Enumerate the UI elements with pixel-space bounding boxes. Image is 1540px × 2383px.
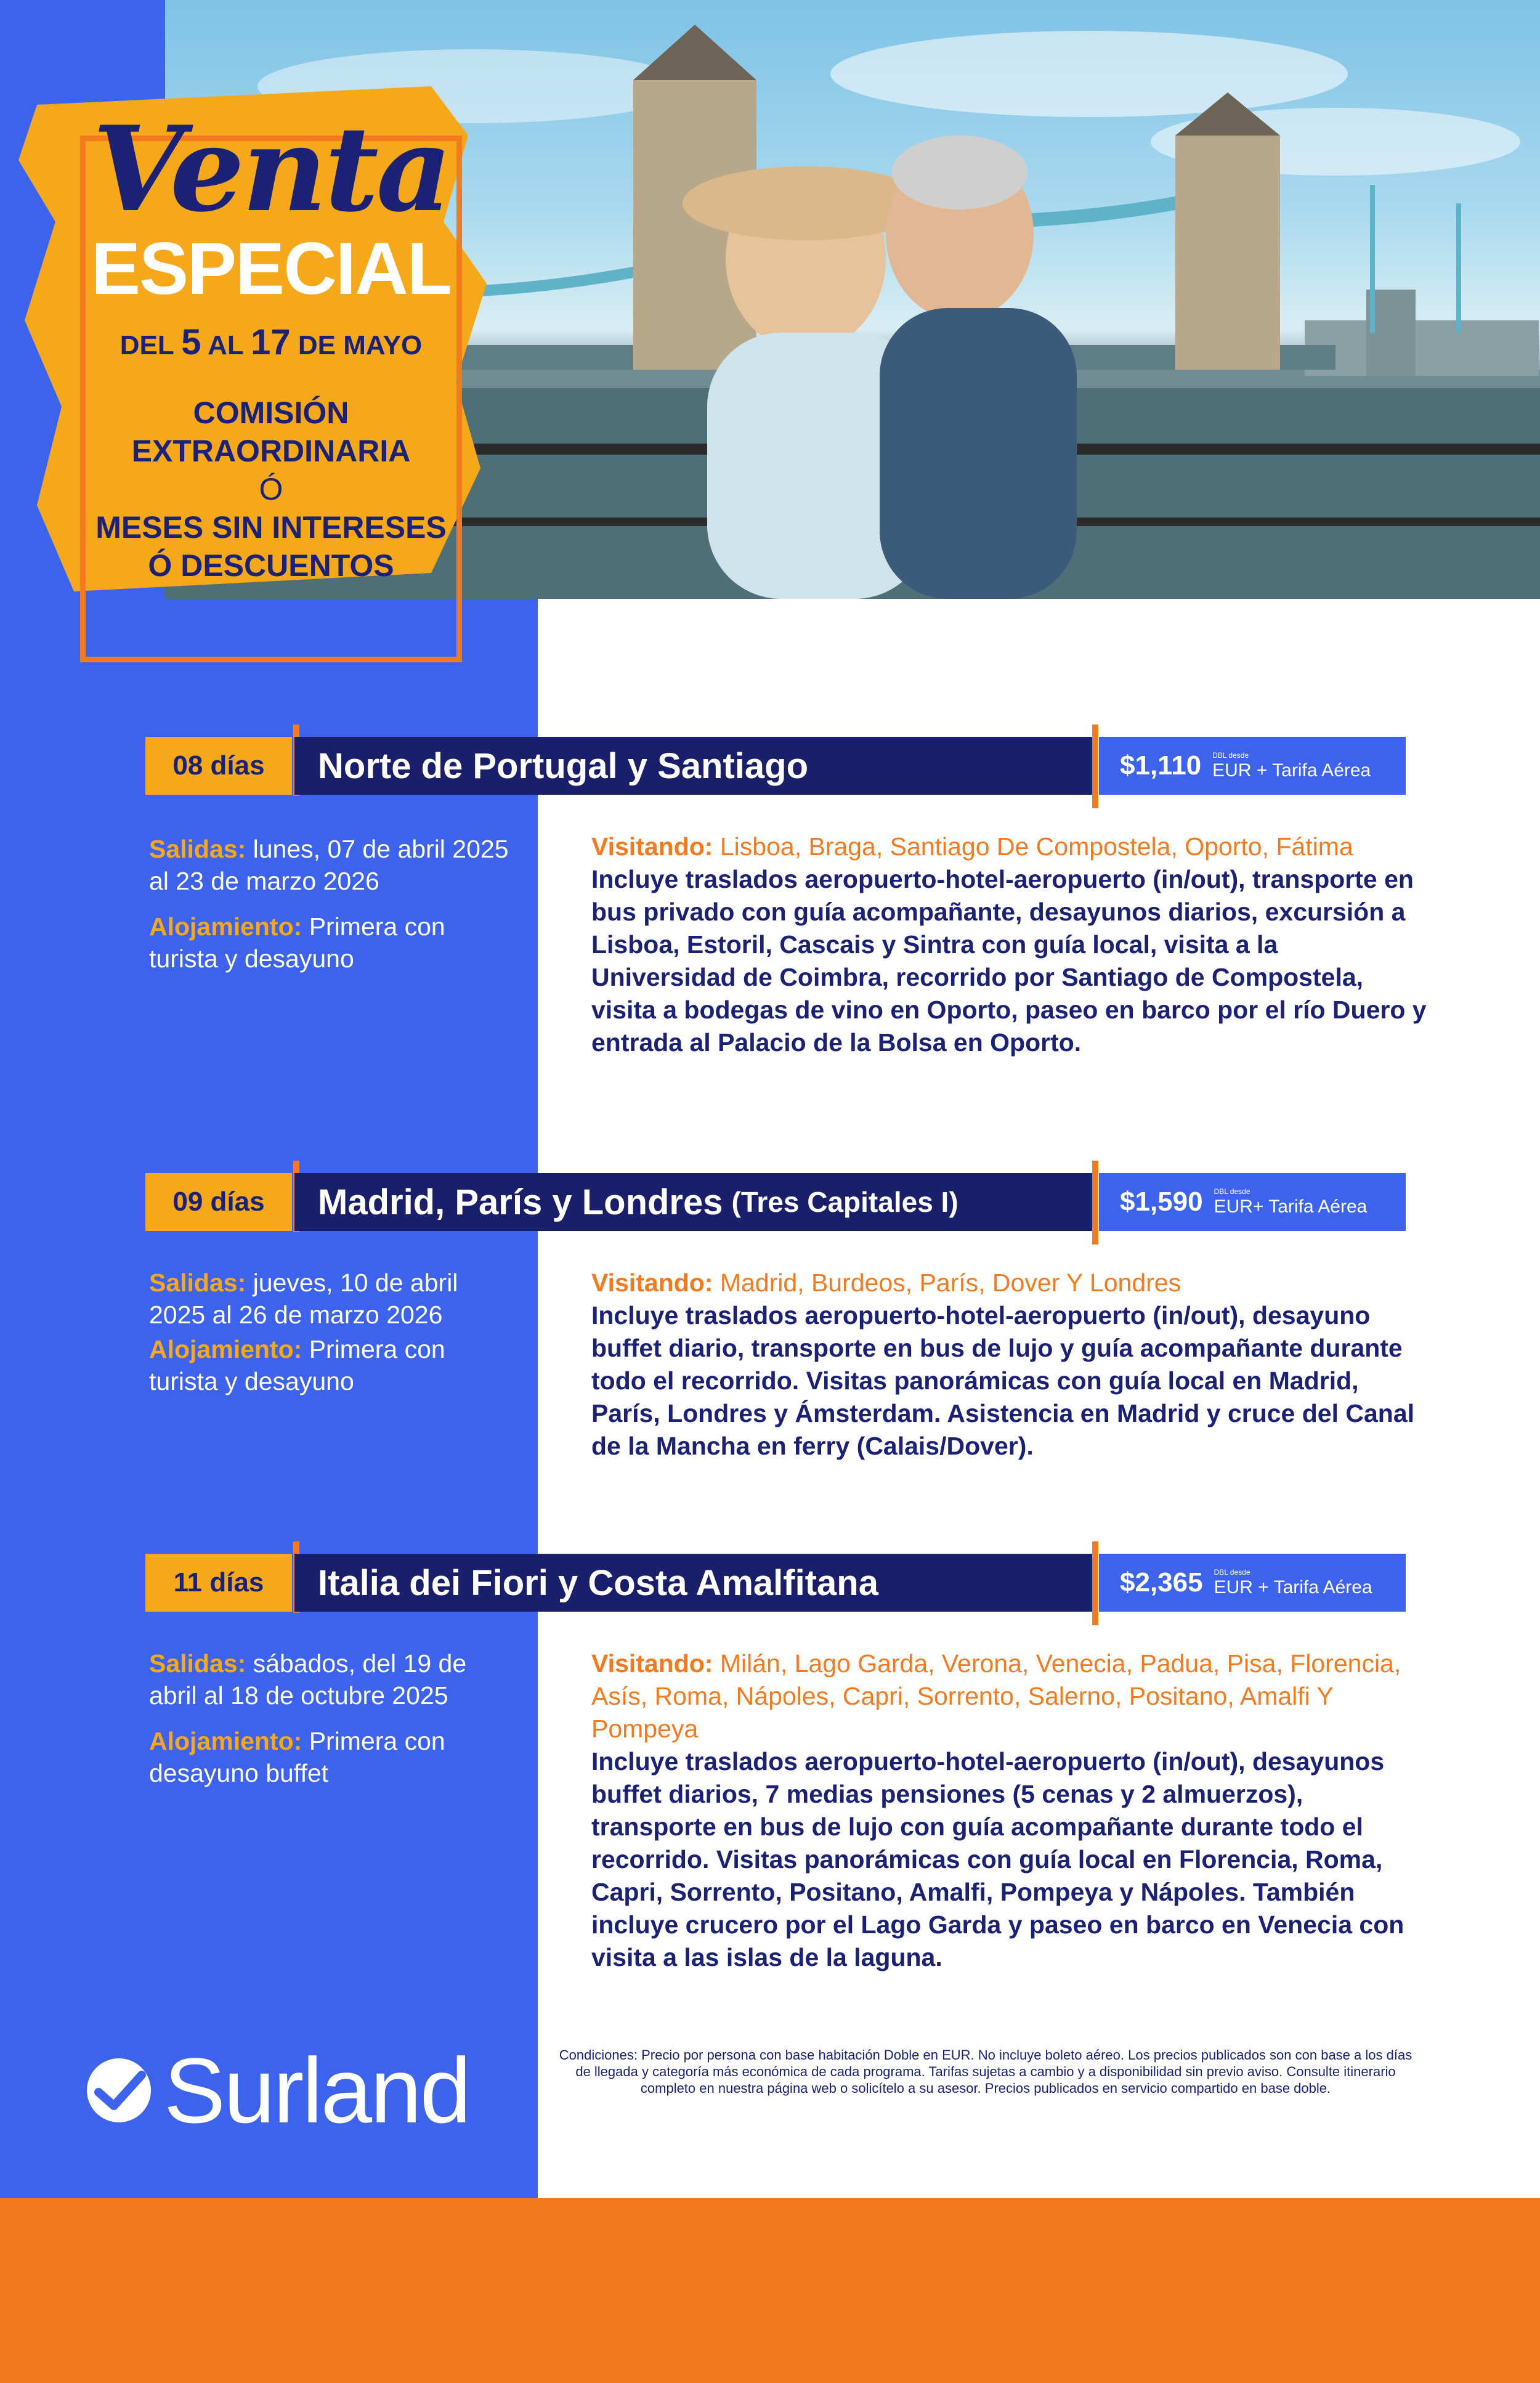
- logo-wordmark: Surland: [164, 2039, 470, 2142]
- dates-al: AL: [208, 330, 243, 360]
- promo-badge: [0, 62, 505, 616]
- price-dbl-note: DBL desde: [1214, 1568, 1250, 1577]
- tour-title: [294, 1173, 1092, 1231]
- tour-details: [149, 833, 519, 988]
- visitando-label: Visitando:: [591, 1649, 713, 1678]
- price-dbl-note: DBL desde: [1214, 1187, 1250, 1196]
- includes-text: Incluye traslados aeropuerto-hotel-aeropuerto (in/out), desayuno buffet diario, transporte en bus de lujo y guía acompañante durante todo el recorrido. Visitas panorámicas con guía local en Madrid, París, Londres y Ámsterdam. Asistencia en Madrid y cruce del Canal de la Mancha en ferry (Calais/Dover).: [591, 1301, 1415, 1460]
- dates-de: DE: [298, 330, 336, 360]
- tour-days: 11 días: [145, 1554, 292, 1612]
- tour-details: [149, 1267, 519, 1411]
- tour-itinerary: [591, 830, 1429, 1059]
- tour-price: [1099, 1173, 1406, 1231]
- alojamiento-label: Alojamiento:: [149, 1335, 302, 1363]
- salidas-label: Salidas:: [149, 835, 246, 863]
- dates-start: 5: [181, 322, 201, 362]
- price-value: $2,365: [1120, 1567, 1203, 1597]
- tour-title-text: Madrid, París y Londres: [318, 1182, 723, 1222]
- surland-logo[interactable]: [85, 2039, 470, 2142]
- promo-offers: [62, 394, 480, 585]
- tour-days: 09 días: [145, 1173, 292, 1231]
- dates-del: DEL: [120, 330, 174, 360]
- tour-title: [294, 1554, 1092, 1612]
- tour-price: [1099, 737, 1406, 795]
- salidas-label: Salidas:: [149, 1649, 246, 1678]
- salidas-value: lunes, 07 de abril 2025 al 23 de marzo 2026: [149, 835, 509, 895]
- salidas-value: sábados, del 19 de abril al 18 de octubre 2025: [149, 1649, 467, 1710]
- visitando-value: Madrid, Burdeos, París, Dover Y Londres: [719, 1269, 1181, 1297]
- tour-price: [1099, 1554, 1406, 1612]
- salidas-value: jueves, 10 de abril 2025 al 26 de marzo 2026: [149, 1269, 458, 1329]
- visitando-value: Lisboa, Braga, Santiago De Compostela, Oporto, Fátima: [719, 832, 1353, 861]
- salidas-label: Salidas:: [149, 1269, 246, 1297]
- dates-end: 17: [251, 322, 291, 362]
- accent-line: [1092, 1541, 1098, 1625]
- includes-text: Incluye traslados aeropuerto-hotel-aeropuerto (in/out), transporte en bus privado con guía acompañante, desayunos diarios, excursión a Lisboa, Estoril, Cascais y Sintra con guía local, visita a la Universidad de Coimbra, recorrido por Santiago de Compostela, visita a bodegas de vino en Oporto, paseo en barco por el río Duero y entrada al Palacio de la Bolsa en Oporto.: [591, 865, 1427, 1057]
- promo-line-4: MESES SIN INTERESES: [95, 510, 447, 545]
- promo-line-2: EXTRAORDINARIA: [131, 434, 411, 468]
- price-dbl-note: DBL desde: [1212, 751, 1249, 760]
- orange-footer-band: [0, 2198, 1540, 2383]
- price-value: $1,110: [1120, 750, 1202, 781]
- venta-heading: Venta: [92, 100, 450, 238]
- price-currency-note: EUR+ Tarifa Aérea: [1214, 1196, 1368, 1217]
- promo-line-5: Ó DESCUENTOS: [148, 548, 394, 583]
- conditions-text: Condiciones: Precio por persona con base habitación Doble en EUR. No incluye boleto aéreo. Los precios publicados son con base a los días de llegada y categoría más económica de cada programa. Tarifas sujetas a cambio y a disponibilidad sin previo aviso. Consulte itinerario completo en nuestra página web o solicítelo a su asesor. Precios publicados en servicio compartido en base doble.: [559, 2047, 1412, 2096]
- visitando-label: Visitando:: [591, 832, 713, 861]
- price-currency-note: EUR + Tarifa Aérea: [1212, 760, 1371, 781]
- tour-itinerary: [591, 1647, 1429, 1974]
- alojamiento-value: Primera con turista y desayuno: [149, 912, 445, 973]
- price-currency-note: EUR + Tarifa Aérea: [1214, 1577, 1372, 1597]
- accent-line: [1092, 1161, 1098, 1244]
- tour-title-text: Norte de Portugal y Santiago: [318, 745, 808, 786]
- price-value: $1,590: [1120, 1187, 1203, 1217]
- alojamiento-value: Primera con desayuno buffet: [149, 1727, 445, 1787]
- alojamiento-label: Alojamiento:: [149, 1727, 302, 1755]
- tour-days: 08 días: [145, 737, 292, 795]
- includes-text: Incluye traslados aeropuerto-hotel-aeropuerto (in/out), desayunos buffet diarios, 7 medias pensiones (5 cenas y 2 almuerzos), transporte en bus de lujo con guía acompañante durante todo el recorrido. Visitas panorámicas con guía local en Florencia, Roma, Capri, Sorrento, Positano, Amalfi, Pompeya y Nápoles. También incluye crucero por el Lago Garda y paseo en barco en Venecia con visita a las islas de la laguna.: [591, 1747, 1404, 1971]
- sale-dates: [62, 322, 480, 363]
- alojamiento-label: Alojamiento:: [149, 912, 302, 941]
- check-circle-icon: [85, 2056, 153, 2124]
- alojamiento-value: Primera con turista y desayuno: [149, 1335, 445, 1395]
- promo-text: [62, 100, 480, 585]
- tour-title: [294, 737, 1092, 795]
- tour-subtitle: (Tres Capitales I): [731, 1186, 958, 1218]
- dates-month: MAYO: [343, 330, 423, 360]
- accent-line: [1092, 725, 1098, 808]
- promo-line-1: COMISIÓN: [193, 396, 349, 430]
- tour-itinerary: [591, 1267, 1429, 1463]
- especial-heading: ESPECIAL: [91, 227, 452, 310]
- visitando-value: Milán, Lago Garda, Verona, Venecia, Padua, Pisa, Florencia, Asís, Roma, Nápoles, Capri, Sorrento, Salerno, Positano, Amalfi Y Pompeya: [591, 1649, 1401, 1743]
- tour-title-text: Italia dei Fiori y Costa Amalfitana: [318, 1562, 878, 1603]
- tour-details: [149, 1647, 519, 1803]
- promo-line-3: Ó: [259, 472, 283, 506]
- visitando-label: Visitando:: [591, 1269, 713, 1297]
